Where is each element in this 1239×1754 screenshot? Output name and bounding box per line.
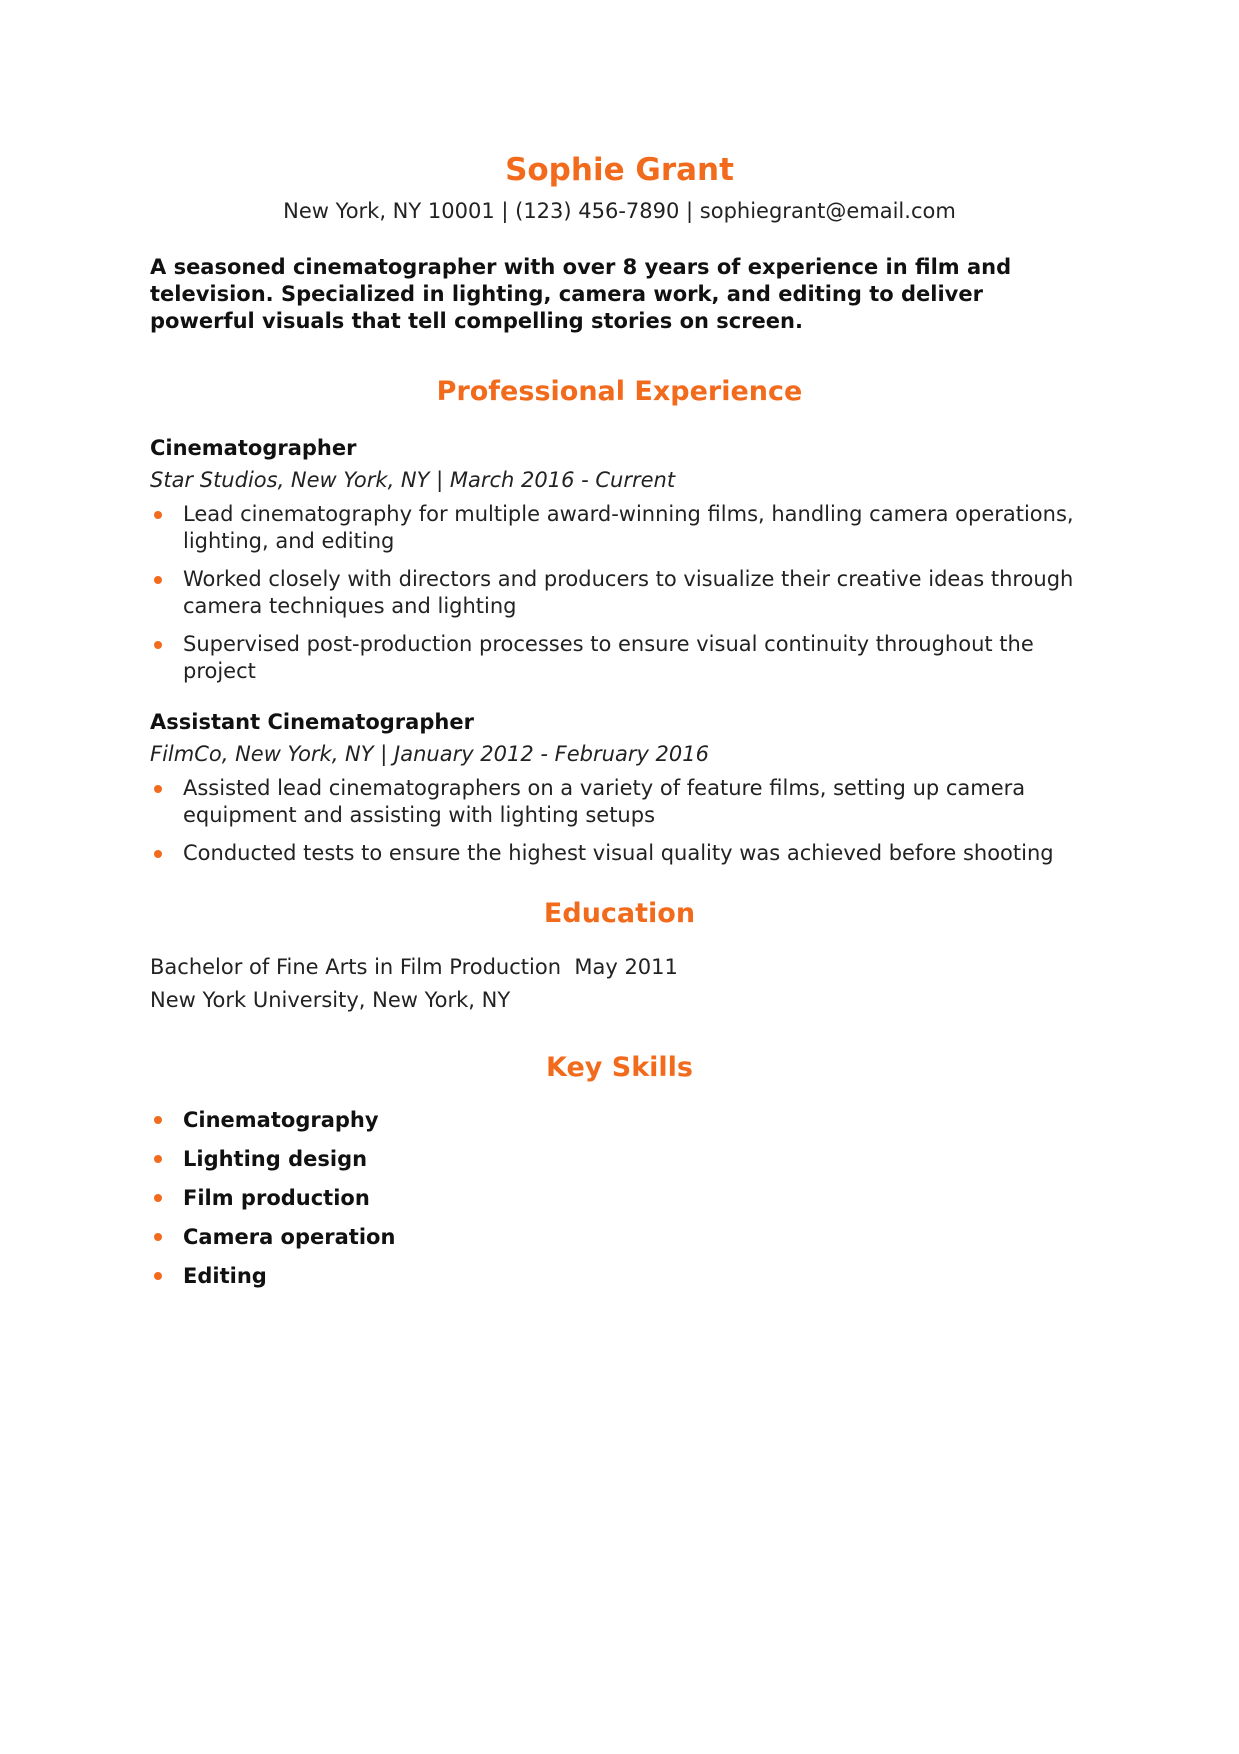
bullet-dot-icon: [154, 1116, 162, 1124]
job-meta: FilmCo, New York, NY | January 2012 - February 2016: [150, 742, 710, 766]
list-item: [150, 1222, 1089, 1252]
bullet-text: Assisted lead cinematographers on a variety of feature films, setting up camera equipment and assisting with lighting setups: [183, 776, 1026, 827]
list-item: [150, 1183, 1089, 1213]
list-item: [150, 501, 1089, 555]
bullet-dot-icon: [154, 576, 162, 584]
skill-text: Camera operation: [183, 1225, 396, 1249]
bullet-dot-icon: [154, 1155, 162, 1163]
job-entry: [150, 433, 1089, 685]
list-item: [150, 631, 1089, 685]
degree-line: Bachelor of Fine Arts in Film Production May 2011: [150, 955, 678, 979]
education-entry: [150, 951, 1089, 1017]
skills-list: [150, 1105, 1089, 1291]
bullet-dot-icon: [154, 1272, 162, 1280]
job-meta: Star Studios, New York, NY | March 2016 - Current: [150, 468, 676, 492]
list-item: [150, 1261, 1089, 1291]
skill-text: Cinematography: [183, 1108, 379, 1132]
bullet-dot-icon: [154, 850, 162, 858]
skill-text: Lighting design: [183, 1147, 368, 1171]
skills-section: [150, 1049, 1089, 1291]
bullet-dot-icon: [154, 511, 162, 519]
list-item: [150, 1105, 1089, 1135]
list-item: [150, 1144, 1089, 1174]
bullet-text: Supervised post-production processes to ensure visual continuity throughout the project: [183, 632, 1034, 683]
skill-text: Film production: [183, 1186, 370, 1210]
job-title: Cinematographer: [150, 436, 357, 460]
list-item: [150, 566, 1089, 620]
skills-heading: Key Skills: [546, 1052, 693, 1083]
contact-info: New York, NY 10001 | (123) 456-7890 | sophiegrant@email.com: [283, 199, 956, 223]
skill-text: Editing: [183, 1264, 267, 1288]
job-bullets: [150, 775, 1089, 867]
candidate-name: Sophie Grant: [505, 152, 734, 188]
bullet-text: Lead cinematography for multiple award-winning films, handling camera operations, lighting, and editing: [183, 502, 1074, 553]
bullet-dot-icon: [154, 1233, 162, 1241]
experience-heading: Professional Experience: [436, 376, 803, 407]
bullet-dot-icon: [154, 785, 162, 793]
experience-section: [150, 373, 1089, 867]
bullet-text: Worked closely with directors and producers to visualize their creative ideas through camera techniques and lighting: [183, 567, 1074, 618]
list-item: [150, 840, 1089, 867]
school-line: New York University, New York, NY: [150, 988, 511, 1012]
education-heading: Education: [543, 898, 696, 929]
bullet-dot-icon: [154, 641, 162, 649]
list-item: [150, 775, 1089, 829]
job-bullets: [150, 501, 1089, 685]
profile-summary: A seasoned cinematographer with over 8 years of experience in film and television. Specialized in lighting, camera work, and editing to deliver powerful visuals that tell compelling stories on screen.: [150, 255, 1012, 333]
bullet-dot-icon: [154, 1194, 162, 1202]
bullet-text: Conducted tests to ensure the highest visual quality was achieved before shooting: [183, 841, 1054, 865]
job-title: Assistant Cinematographer: [150, 710, 474, 734]
job-entry: [150, 707, 1089, 867]
education-section: [150, 895, 1089, 1017]
